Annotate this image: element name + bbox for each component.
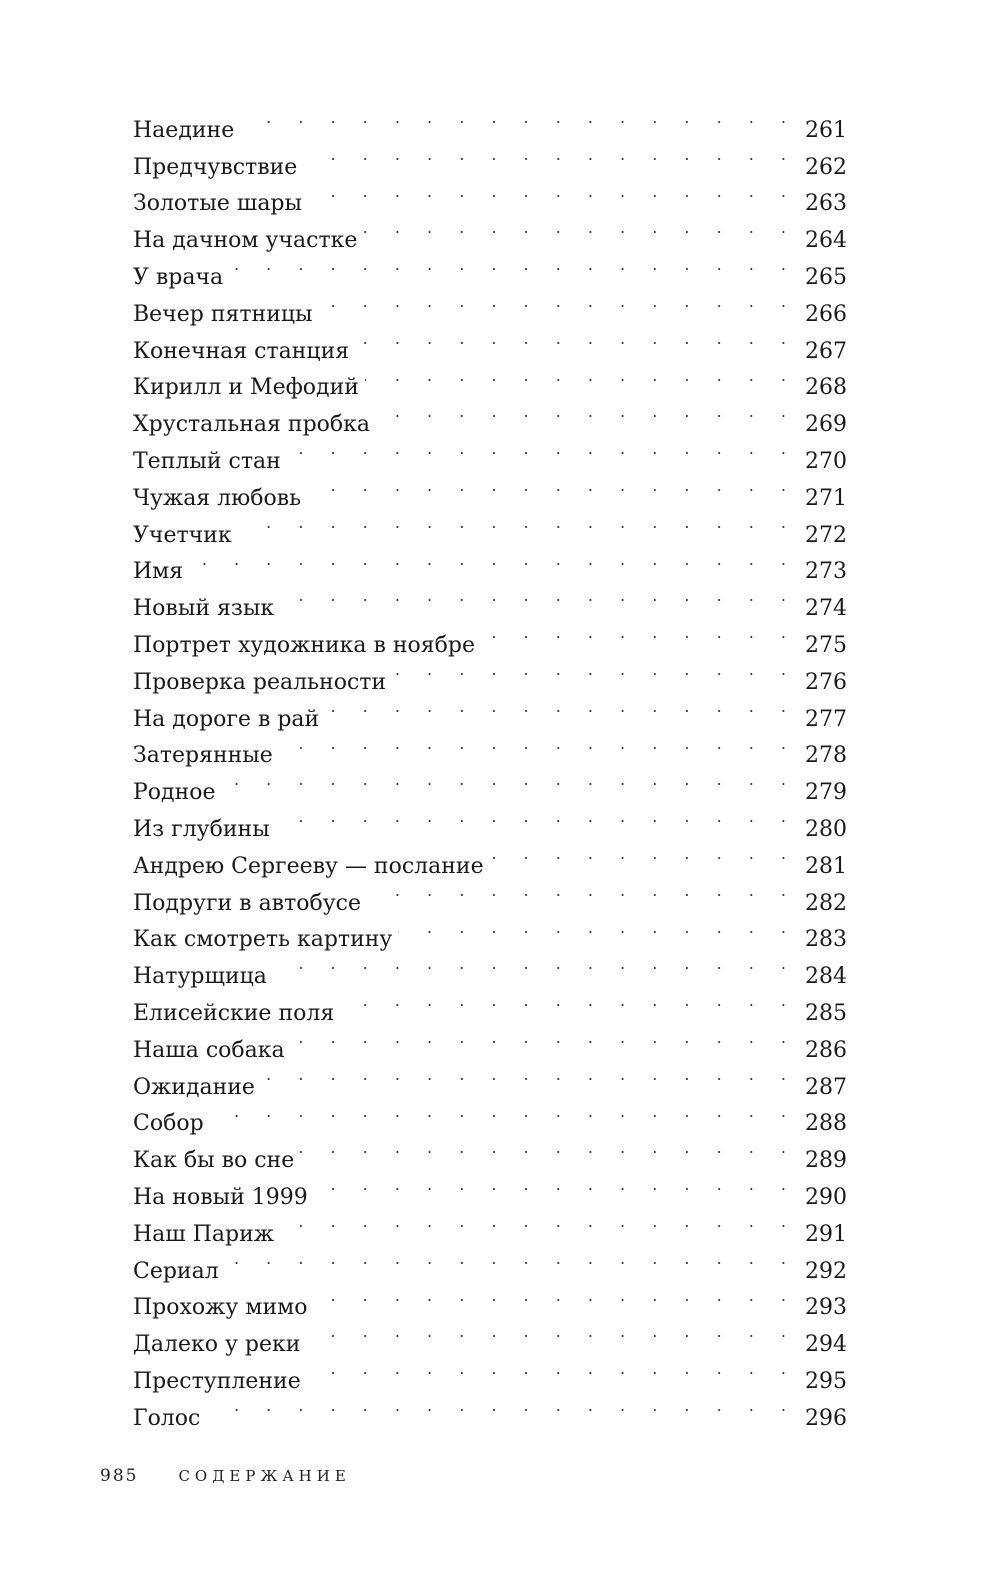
dot-leader — [367, 873, 797, 910]
toc-entry-page: 283 — [805, 927, 847, 953]
toc-entry-page: 290 — [805, 1184, 847, 1210]
toc-entry — [133, 1094, 847, 1137]
toc-entry — [133, 1241, 847, 1284]
dot-leader — [206, 1388, 797, 1425]
page-number: 985 — [100, 1466, 139, 1486]
toc-entry-title: Елисейские поля — [133, 996, 338, 1033]
toc-entry-title: Андрею Сергееву — послание — [133, 849, 488, 886]
dot-leader — [273, 946, 797, 983]
dot-leader — [307, 468, 797, 505]
toc-entry-title: Как смотреть картину — [133, 922, 396, 959]
dot-leader — [210, 1094, 797, 1131]
toc-entry-title: Натурщица — [133, 959, 271, 996]
toc-entry-page: 275 — [805, 632, 847, 658]
dot-leader — [490, 836, 797, 873]
toc-entry-title: Голос — [133, 1401, 204, 1438]
toc-entry-page: 263 — [805, 191, 847, 217]
toc-entry-page: 294 — [805, 1332, 847, 1358]
dot-leader — [229, 247, 797, 284]
toc-entry-page: 262 — [805, 154, 847, 180]
dot-leader — [307, 1351, 797, 1388]
toc-entry-title: Вечер пятницы — [133, 297, 317, 334]
dot-leader — [365, 358, 797, 395]
toc-entry-title: Проверка реальности — [133, 665, 390, 702]
toc-entry-title: Наш Париж — [133, 1217, 278, 1254]
toc-entry-page: 277 — [805, 706, 847, 732]
dot-leader — [306, 1314, 797, 1351]
dot-leader — [313, 1278, 797, 1315]
toc-entry — [133, 284, 847, 327]
toc-entry-title: Из глубины — [133, 812, 274, 849]
toc-entry-title: На дачном участке — [133, 223, 361, 260]
toc-entry-page: 267 — [805, 338, 847, 364]
toc-entry-page: 285 — [805, 1000, 847, 1026]
toc-entry-page: 282 — [805, 890, 847, 916]
toc-entry — [133, 762, 847, 806]
toc-entry-title: Ожидание — [133, 1070, 259, 1107]
toc-entry — [133, 542, 847, 585]
table-of-contents — [133, 100, 847, 1431]
toc-entry-title: Конечная станция — [133, 334, 353, 371]
toc-entry-title: Кирилл и Мефодий — [133, 370, 363, 407]
toc-entry-page: 281 — [805, 853, 847, 879]
toc-entry-page: 279 — [805, 780, 847, 806]
dot-leader — [363, 210, 797, 247]
toc-entry-page: 268 — [805, 375, 847, 401]
toc-entry — [133, 247, 847, 290]
dot-leader — [481, 615, 797, 652]
dot-leader — [376, 394, 797, 431]
toc-entry-title: Родное — [133, 775, 220, 812]
toc-entry-page: 274 — [805, 596, 847, 622]
toc-entry-page: 286 — [805, 1037, 847, 1063]
dot-leader — [276, 799, 797, 836]
toc-entry — [133, 137, 847, 180]
dot-leader — [325, 689, 797, 726]
dot-leader — [280, 578, 797, 615]
toc-entry-title: Чужая любовь — [133, 481, 305, 518]
dot-leader — [225, 1241, 797, 1278]
toc-entry-page: 296 — [805, 1405, 847, 1431]
toc-entry-page: 293 — [805, 1295, 847, 1321]
toc-entry — [133, 505, 847, 548]
dot-leader — [398, 910, 797, 947]
dot-leader — [279, 726, 797, 763]
toc-entry-page: 276 — [805, 669, 847, 695]
dot-leader — [189, 542, 797, 579]
toc-entry — [133, 1130, 847, 1174]
toc-entry-page: 271 — [805, 485, 847, 511]
dot-leader — [287, 431, 797, 468]
toc-entry-title: Преступление — [133, 1364, 305, 1401]
toc-entry-title: Сериал — [133, 1254, 223, 1291]
dot-leader — [300, 1130, 797, 1167]
toc-entry-title: Портрет художника в ноябре — [133, 628, 479, 665]
toc-entry-page: 261 — [805, 117, 847, 143]
toc-entry-title: Предчувствие — [133, 150, 301, 187]
toc-entry-title: Новый язык — [133, 591, 278, 628]
toc-entry-title: Золотые шары — [133, 186, 306, 223]
dot-leader — [303, 137, 797, 174]
toc-entry-page: 291 — [805, 1221, 847, 1247]
toc-entry-page: 272 — [805, 522, 847, 548]
dot-leader — [355, 321, 797, 358]
toc-entry-page: 288 — [805, 1111, 847, 1137]
toc-entry-title: Теплый стан — [133, 444, 285, 481]
toc-entry — [133, 578, 847, 622]
toc-entry-title: Имя — [133, 554, 187, 591]
dot-leader — [238, 505, 797, 542]
toc-entry-page: 273 — [805, 559, 847, 585]
toc-entry-page: 265 — [805, 264, 847, 290]
toc-entry-title: На дороге в рай — [133, 702, 323, 739]
dot-leader — [240, 100, 797, 137]
toc-entry-title: Затерянные — [133, 738, 277, 775]
toc-entry-title: Подруги в автобусе — [133, 886, 365, 923]
dot-leader — [261, 1057, 797, 1094]
toc-entry-title: Далеко у реки — [133, 1327, 304, 1364]
toc-entry-page: 295 — [805, 1368, 847, 1394]
toc-entry-page: 284 — [805, 964, 847, 990]
toc-entry-title: Как бы во сне — [133, 1143, 298, 1180]
toc-entry-page: 269 — [805, 412, 847, 438]
dot-leader — [308, 174, 797, 211]
dot-leader — [392, 652, 797, 689]
toc-entry-page: 278 — [805, 743, 847, 769]
toc-entry-title: У врача — [133, 260, 227, 297]
dot-leader — [280, 1204, 797, 1241]
toc-entry-title: Учетчик — [133, 518, 236, 555]
toc-entry — [133, 1278, 847, 1321]
toc-entry-page: 266 — [805, 301, 847, 327]
toc-entry-title: Собор — [133, 1106, 208, 1143]
page-footer — [100, 1466, 351, 1486]
toc-entry-title: Хрустальная пробка — [133, 407, 374, 444]
running-header-title: СОДЕРЖАНИЕ — [178, 1467, 351, 1485]
dot-leader — [319, 284, 797, 321]
toc-entry-title: Наша собака — [133, 1033, 289, 1070]
dot-leader — [291, 1020, 797, 1057]
toc-entry-page: 280 — [805, 816, 847, 842]
dot-leader — [222, 762, 797, 799]
toc-entry-page: 264 — [805, 228, 847, 254]
toc-entry-title: На новый 1999 — [133, 1180, 312, 1217]
toc-entry — [133, 799, 847, 842]
dot-leader — [314, 1167, 797, 1204]
dot-leader — [340, 983, 797, 1020]
toc-entry-page: 289 — [805, 1148, 847, 1174]
toc-entry-title: Наедине — [133, 113, 238, 150]
toc-entry-page: 292 — [805, 1258, 847, 1284]
toc-entry-page: 270 — [805, 448, 847, 474]
toc-entry-page: 287 — [805, 1074, 847, 1100]
toc-entry — [133, 1388, 847, 1431]
toc-entry-title: Прохожу мимо — [133, 1290, 311, 1327]
toc-entry — [133, 100, 847, 143]
